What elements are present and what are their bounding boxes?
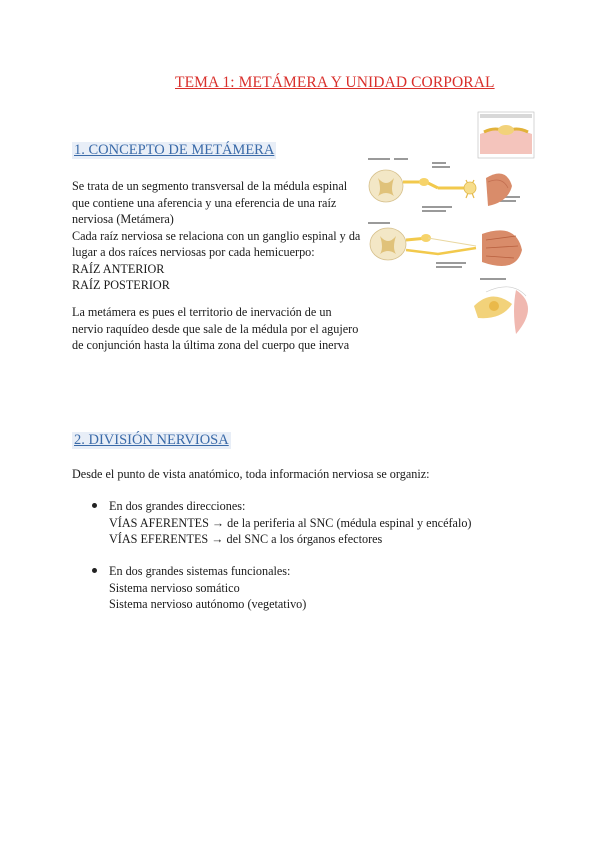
bullet-line: Sistema nervioso autónomo (vegetativo) [109, 597, 307, 611]
text-line: RAÍZ ANTERIOR [72, 261, 165, 276]
list-item [92, 563, 532, 613]
spinal-cord-section-lower [370, 228, 476, 260]
text-line: de conjunción hasta la última zona del cuerpo que inerva [72, 338, 350, 352]
bullet-line: Sistema nervioso somático [109, 580, 240, 595]
section-heading-concepto: 1. CONCEPTO DE METÁMERA [74, 142, 275, 158]
bullet-line: VÍAS EFERENTES → del SNC a los órganos efectores [109, 532, 383, 546]
text-line: RAÍZ POSTERIOR [72, 278, 170, 292]
text-line: que contiene una aferencia y una eferencia de una raíz [72, 195, 337, 210]
neuromuscular-inset-top [478, 112, 534, 158]
neuromuscular-inset-bottom [474, 287, 528, 334]
paragraph-metamera-territory [72, 304, 372, 354]
bullet-row [92, 563, 532, 613]
text-line: Se trata de un segmento transversal de la médula espinal [72, 179, 348, 193]
bullet-line: VÍAS AFERENTES → de la periferia al SNC (médula espinal y encéfalo) [109, 515, 472, 530]
text-line: La metámera es pues el territorio de inervación de un [72, 305, 332, 319]
paragraph-metamera-definition [72, 178, 372, 294]
bullet-icon [92, 503, 97, 508]
text-line: nerviosa (Metámera) [72, 212, 174, 226]
list-item [92, 498, 532, 548]
muscle-lower [482, 230, 522, 266]
bullet-icon [92, 568, 97, 573]
page-title: TEMA 1: METÁMERA Y UNIDAD CORPORAL [175, 74, 495, 91]
spinal-cord-section-upper [369, 170, 476, 202]
bullet-title: En dos grandes sistemas funcionales: [109, 564, 291, 578]
bullet-title: En dos grandes direcciones: [109, 499, 246, 513]
section-heading-division: 2. DIVISIÓN NERVIOSA [74, 432, 229, 448]
paragraph-division-intro: Desde el punto de vista anatómico, toda información nerviosa se organiz: [72, 467, 430, 481]
bullet-row [92, 498, 532, 548]
text-line: nervio raquídeo desde que sale de la médula por el agujero [72, 321, 359, 336]
text-line: lugar a dos raíces nerviosas por cada hemicuerpo: [72, 245, 315, 259]
text-line: Cada raíz nerviosa se relaciona con un ganglio espinal y da [72, 228, 361, 243]
spinal-cord-metamere-diagram [366, 110, 536, 342]
